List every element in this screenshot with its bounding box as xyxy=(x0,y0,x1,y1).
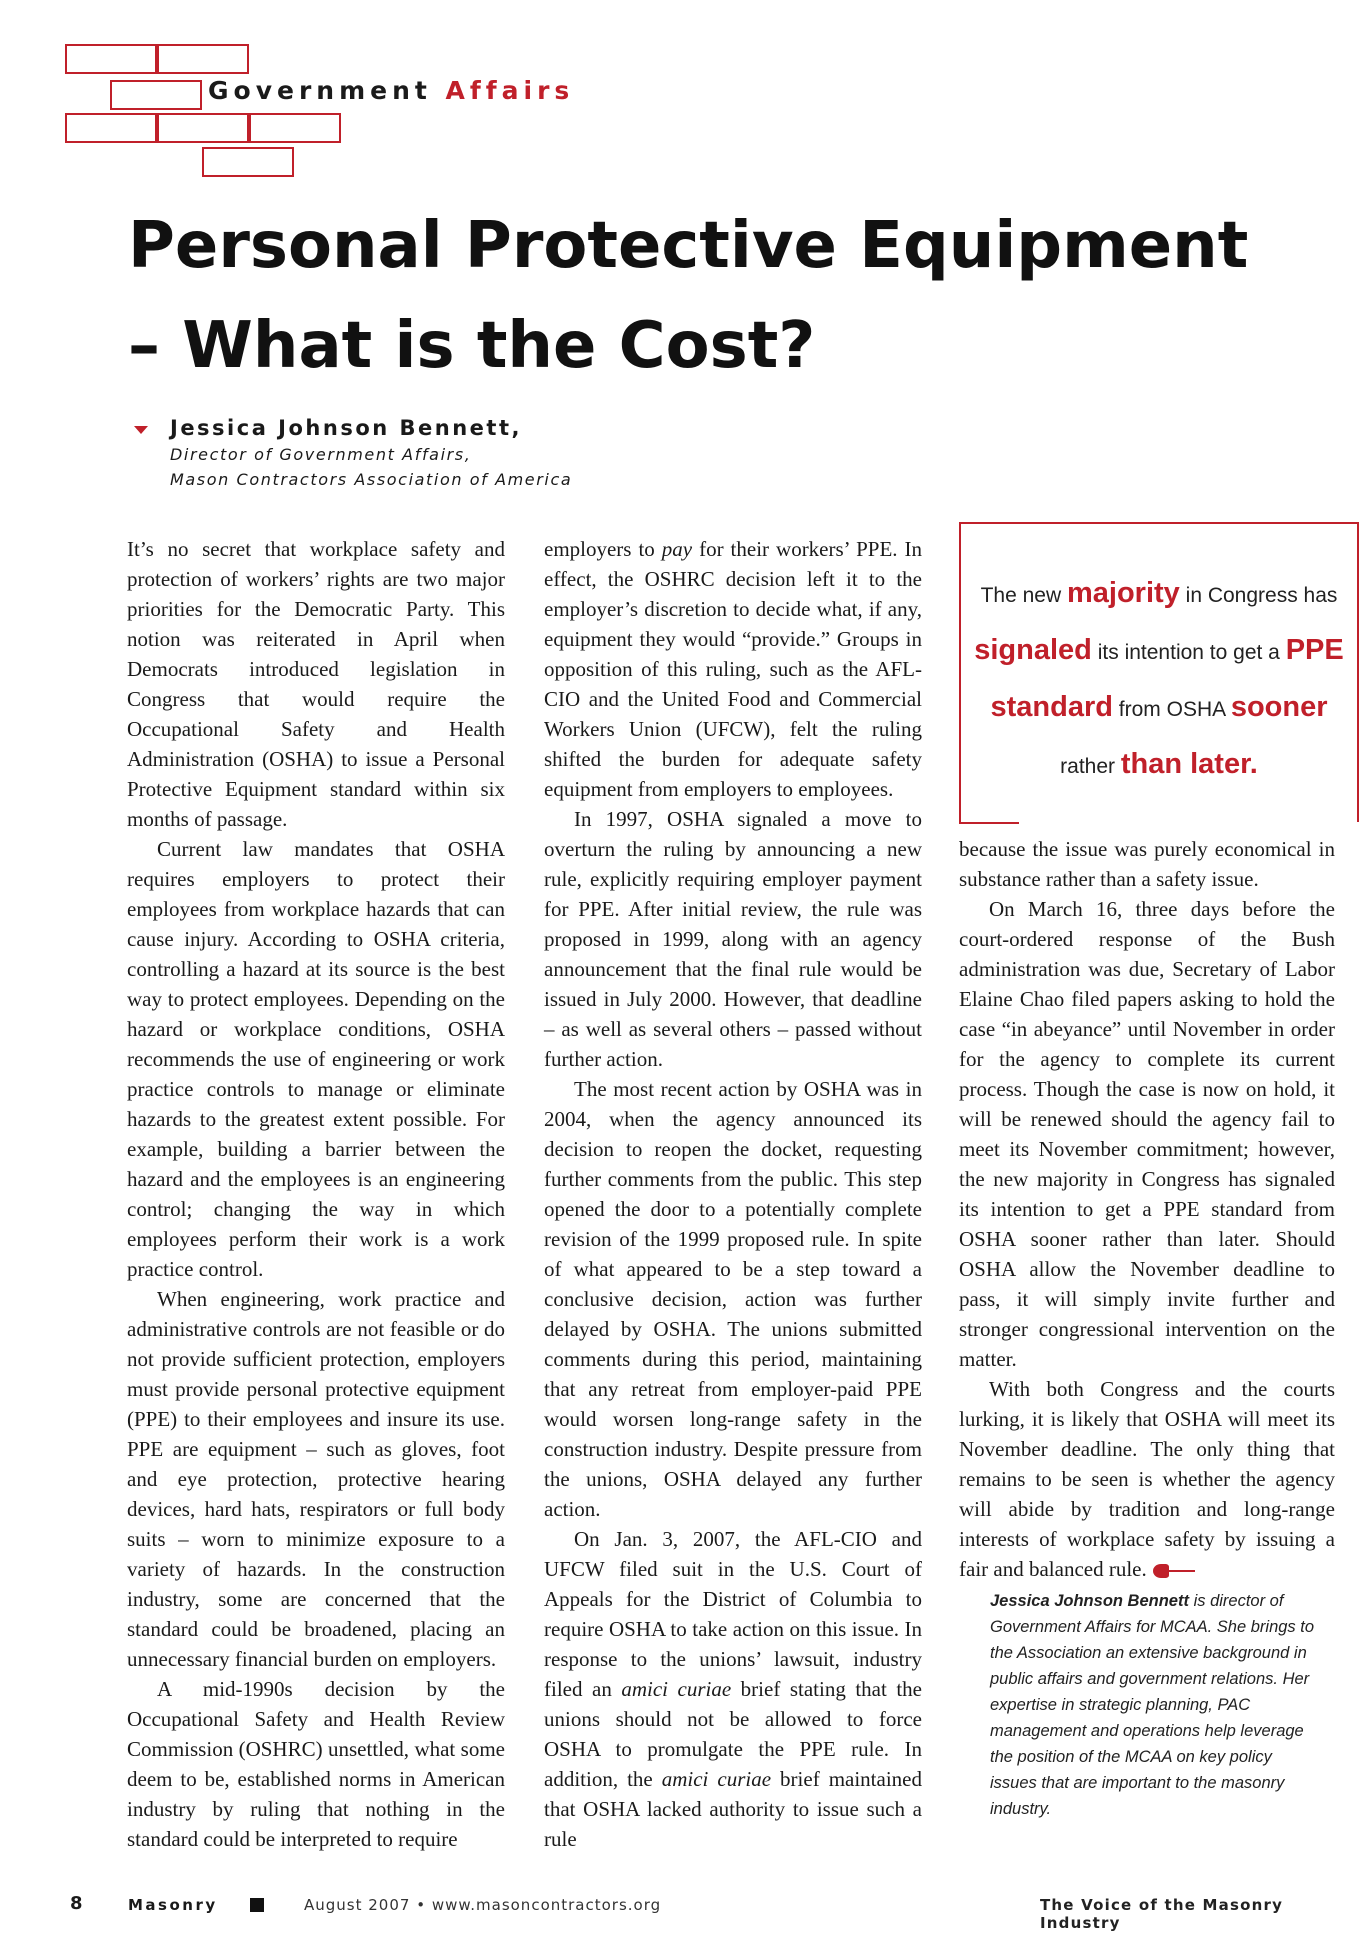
brick-logo-6 xyxy=(249,113,341,143)
section-label xyxy=(208,76,574,105)
author-role-1: Director of Government Affairs, xyxy=(170,445,472,464)
section-word-government: Government xyxy=(208,76,432,105)
pull-quote-box xyxy=(959,522,1359,822)
brick-logo-2 xyxy=(157,44,249,74)
col2-p1-italic: pay xyxy=(661,537,693,561)
pull-quote-text xyxy=(969,566,1349,794)
article-title xyxy=(128,196,1348,396)
bio-text: is director of Government Affairs for MCAA. She brings to the Association an extensive background in public affairs and government relations. Her expertise in strategic planning, PAC management and operations help leverage the position of the MCAA on key policy issues that are important to the masonry industry. xyxy=(990,1592,1315,1818)
col1-paragraph-3: When engineering, work practice and administrative controls are not feasible or do not provide sufficient protection, employers must provide personal protective equipment (PPE) to their employees and insure its use. PPE are equipment – such as gloves, foot and eye protection, protective hearing devices, hard hats, respirators or full body suits – worn to minimize exposure to a variety of hazards. In the construction industry, some are concerned that the standard could be broadened, placing an unnecessary financial burden on employers. xyxy=(127,1287,505,1671)
col2-p4-text-c: brief maintained that OSHA lacked authority to issue such a rule xyxy=(544,1767,922,1851)
pull-quote-left-rule xyxy=(959,524,961,824)
author-bio xyxy=(990,1588,1320,1822)
square-separator-icon xyxy=(250,1898,264,1912)
col2-p1-text-a: employers to xyxy=(544,537,662,561)
byline xyxy=(146,414,572,492)
col1-paragraph-2: Current law mandates that OSHA requires employers to protect their employees from workplace hazards that can cause injury. According to OSHA criteria, controlling a hazard at its source is the best way to protect employees. Depending on the hazard or workplace conditions, OSHA recommends the use of engineering or work practice controls to manage or eliminate hazards to the greatest extent possible. For example, building a barrier between the hazard and the employees is an engineering control; changing the way in which employees perform their work is a work practice control. xyxy=(127,837,505,1281)
body-column-2 xyxy=(544,534,922,1854)
col3-p3-text: With both Congress and the courts lurking, it is likely that OSHA will meet its November deadline. The only thing that remains to be seen is whether the agency will abide by tradition and long-range interests of workplace safety by issuing a fair and balanced rule. xyxy=(959,1377,1335,1581)
col3-paragraph-2: On March 16, three days before the court-ordered response of the Bush administration was due, Secretary of Labor Elaine Chao filed papers asking to hold the case “in abeyance” until November in order for the agency to complete its current process. Though the case is now on hold, it will be renewed should the agency fail to meet its November commitment; however, the new majority in Congress has signaled its intention to get a PPE standard from OSHA sooner rather than later. Should OSHA allow the November deadline to pass, it will simply invite further and stronger congressional intervention on the matter. xyxy=(959,897,1335,1371)
issue-info: August 2007 • www.masoncontractors.org xyxy=(304,1896,662,1914)
title-line-2: – What is the Cost? xyxy=(128,309,816,383)
brick-logo-3 xyxy=(110,80,202,110)
col3-paragraph-3 xyxy=(959,1374,1335,1584)
col2-p4-text-a: On Jan. 3, 2007, the AFL-CIO and UFCW filed suit in the U.S. Court of Appeals for the District of Columbia to require OSHA to take action on this issue. In response to the unions’ lawsuit, industry filed an xyxy=(544,1527,922,1701)
pq-text-2: in Congress has xyxy=(1179,584,1338,607)
col2-p1-text-b: for their workers’ PPE. In effect, the OSHRC decision left it to the employer’s discretion to decide what, if any, equipment they would “provide.” Groups in opposition of this ruling, such as the AFL-CIO and the United Food and Commercial Workers Union (UFCW), felt the ruling shifted the burden for adequate safety equipment from employers to employees. xyxy=(544,537,922,801)
brick-logo-1 xyxy=(65,44,157,74)
col2-paragraph-2: In 1997, OSHA signaled a move to overturn the ruling by announcing a new rule, explicitly requiring employer payment for PPE. After initial review, the rule was proposed in 1999, along with an agency announcement that the final rule would be issued in July 2000. However, that deadline – as well as several others – passed without further action. xyxy=(544,807,922,1071)
brick-logo-5 xyxy=(157,113,249,143)
pq-text-1: The new xyxy=(980,584,1067,607)
brick-logo-4 xyxy=(65,113,157,143)
col2-p4-italic-1: amici curiae xyxy=(621,1677,732,1701)
pq-emphasis-2: signaled xyxy=(974,634,1092,666)
col2-paragraph-4 xyxy=(544,1524,922,1854)
magazine-name: Masonry xyxy=(128,1896,218,1914)
title-line-1: Personal Protective Equipment xyxy=(128,209,1249,283)
page-number: 8 xyxy=(70,1893,84,1914)
col2-paragraph-3: The most recent action by OSHA was in 2004, when the agency announced its decision to reopen the docket, requesting further comments from the public. This step opened the door to a potentially complete revision of the 1999 proposed rule. In spite of what appeared to be a step toward a conclusive decision, action was further delayed by OSHA. The unions submitted comments during this period, maintaining that any retreat from employer-paid PPE would worsen long-range safety in the construction industry. Despite pressure from the unions, OSHA delayed any further action. xyxy=(544,1077,922,1521)
pq-emphasis-3: PPE standard xyxy=(990,634,1344,723)
pq-text-3: its intention to get a xyxy=(1091,641,1286,664)
col3-paragraph-1: because the issue was purely economical in substance rather than a safety issue. xyxy=(959,837,1335,891)
pq-text-4: from OSHA xyxy=(1112,698,1231,721)
bio-author-name: Jessica Johnson Bennett xyxy=(990,1592,1189,1610)
pq-emphasis-5: than later. xyxy=(1120,748,1258,780)
pq-emphasis-1: majority xyxy=(1066,577,1180,609)
col2-p4-italic-2: amici curiae xyxy=(661,1767,772,1791)
col2-p4-text-b: brief stating that the unions should not be allowed to force OSHA to promulgate the PPE rule. In addition, the xyxy=(544,1677,922,1791)
body-column-3 xyxy=(959,834,1335,1584)
pq-emphasis-4: sooner xyxy=(1230,691,1328,723)
brick-logo-7 xyxy=(202,147,294,177)
footer-tagline: The Voice of the Masonry Industry xyxy=(1040,1896,1284,1932)
section-word-affairs: Affairs xyxy=(445,76,575,105)
pull-quote-bottom-rule xyxy=(959,822,1019,824)
author-role-2: Mason Contractors Association of America xyxy=(170,470,573,489)
pq-text-5: rather xyxy=(1060,755,1121,778)
end-of-article-icon xyxy=(1153,1564,1195,1578)
body-column-1 xyxy=(127,534,505,1854)
triangle-bullet-icon xyxy=(134,426,148,434)
author-name: Jessica Johnson Bennett, xyxy=(170,416,522,440)
col1-paragraph-4: A mid-1990s decision by the Occupational Safety and Health Review Commission (OSHRC) unsettled, what some deem to be, established norms in American industry by ruling that nothing in the standard could be interpreted to require xyxy=(127,1677,505,1851)
col2-paragraph-1 xyxy=(544,534,922,804)
col1-paragraph-1: It’s no secret that workplace safety and protection of workers’ rights are two major priorities for the Democratic Party. This notion was reiterated in April when Democrats introduced legislation in Congress that would require the Occupational Safety and Health Administration (OSHA) to issue a Personal Protective Equipment standard within six months of passage. xyxy=(127,537,505,831)
